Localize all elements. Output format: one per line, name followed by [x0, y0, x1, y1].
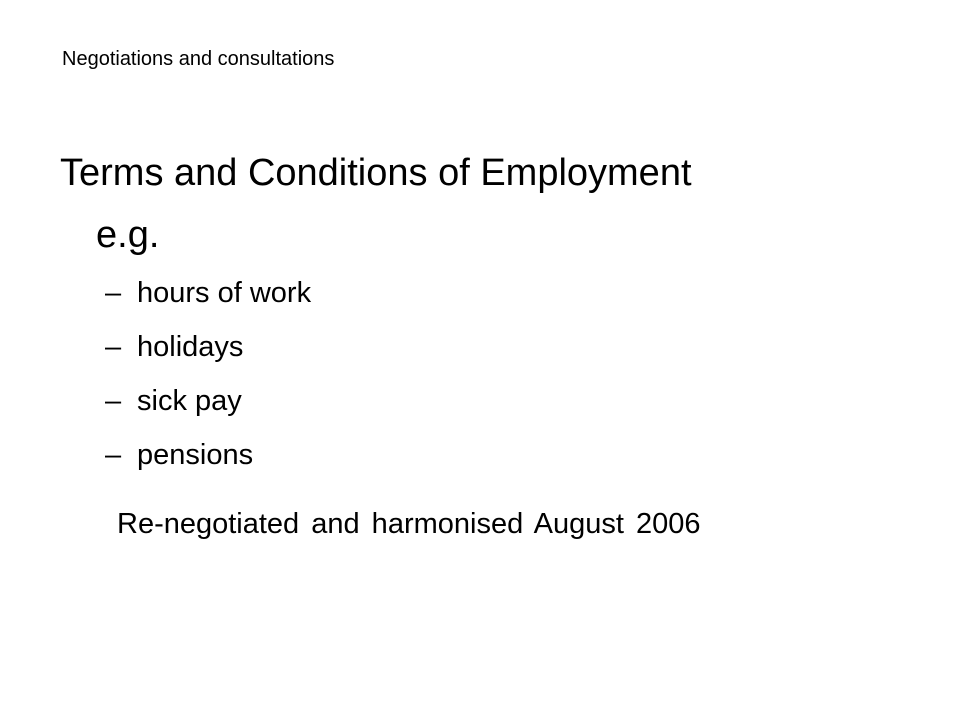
- example-label: e.g.: [96, 214, 160, 256]
- dash-bullet-icon: –: [105, 439, 122, 471]
- dash-bullet-icon: –: [105, 385, 122, 417]
- main-heading: Terms and Conditions of Employment: [60, 152, 692, 194]
- list-item: [105, 327, 311, 381]
- dash-bullet-icon: –: [105, 277, 122, 309]
- dash-bullet-icon: –: [105, 331, 122, 363]
- list-item-label: sick pay: [137, 385, 242, 417]
- bullet-list: [105, 273, 311, 489]
- list-item-label: hours of work: [137, 277, 312, 309]
- list-item-label: holidays: [137, 331, 244, 363]
- slide-header: Negotiations and consultations: [62, 48, 335, 70]
- list-item-label: pensions: [137, 439, 254, 471]
- footnote: Re-negotiated and harmonised August 2006: [117, 508, 701, 540]
- list-item: [105, 381, 311, 435]
- list-item: [105, 435, 311, 489]
- list-item: [105, 273, 311, 327]
